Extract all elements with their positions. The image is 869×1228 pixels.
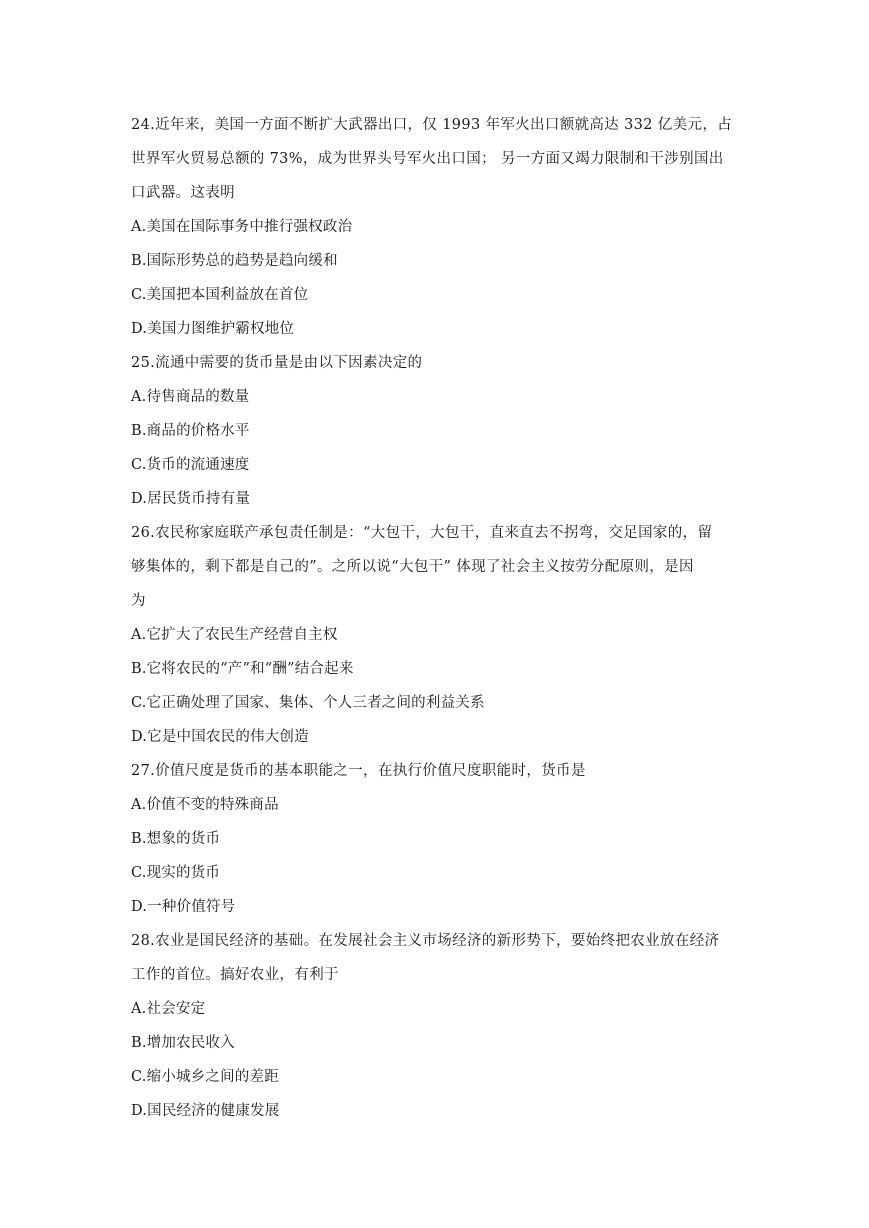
option-b: B.增加农民收入 — [131, 1035, 235, 1051]
question-list — [131, 108, 743, 1128]
option-a: A.社会安定 — [131, 1001, 206, 1017]
option-d: D.它是中国农民的伟大创造 — [131, 729, 309, 745]
question-stem — [131, 108, 743, 210]
question-26 — [131, 516, 743, 754]
option-b: B.想象的货币 — [131, 831, 221, 847]
option-b: B.商品的价格水平 — [131, 423, 250, 439]
stem-line: 24.近年来，美国一方面不断扩大武器出口，仅 1993 年军火出口额就高达 332 亿美元，占 — [131, 117, 733, 133]
stem-line: 26.农民称家庭联产承包责任制是：“大包干，大包干，直来直去不拐弯，交足国家的，留 — [131, 525, 713, 541]
option-d: D.国民经济的健康发展 — [131, 1103, 280, 1119]
option-a: A.价值不变的特殊商品 — [131, 797, 279, 813]
stem-line: 28.农业是国民经济的基础。在发展社会主义市场经济的新形势下，要始终把农业放在经济 — [131, 933, 720, 949]
question-stem — [131, 754, 743, 788]
question-stem — [131, 516, 743, 618]
stem-line: 为 — [131, 593, 146, 609]
question-stem — [131, 924, 743, 992]
option-d: D.一种价值符号 — [131, 899, 236, 915]
option-d: D.居民货币持有量 — [131, 491, 251, 507]
stem-line: 够集体的，剩下都是自己的”。之所以说“大包干” 体现了社会主义按劳分配原则，是因 — [131, 559, 694, 575]
option-c: C.缩小城乡之间的差距 — [131, 1069, 279, 1085]
option-b: B.它将农民的“产”和“酬”结合起来 — [131, 661, 354, 677]
question-28 — [131, 924, 743, 1128]
question-stem — [131, 346, 743, 380]
stem-line: 27.价值尺度是货币的基本职能之一，在执行价值尺度职能时，货币是 — [131, 763, 586, 779]
question-24 — [131, 108, 743, 346]
option-c: C.它正确处理了国家、集体、个人三者之间的利益关系 — [131, 695, 485, 711]
question-27 — [131, 754, 743, 924]
option-c: C.美国把本国利益放在首位 — [131, 287, 309, 303]
option-b: B.国际形势总的趋势是趋向缓和 — [131, 253, 338, 269]
option-a: A.待售商品的数量 — [131, 389, 250, 405]
stem-line: 世界军火贸易总额的 73%，成为世界头号军火出口国； 另一方面又竭力限制和干涉别国出 — [131, 151, 724, 167]
stem-line: 口武器。这表明 — [131, 185, 235, 201]
option-c: C.货币的流通速度 — [131, 457, 250, 473]
stem-line: 工作的首位。搞好农业，有利于 — [131, 967, 339, 983]
option-a: A.美国在国际事务中推行强权政治 — [131, 219, 353, 235]
option-c: C.现实的货币 — [131, 865, 221, 881]
option-a: A.它扩大了农民生产经营自主权 — [131, 627, 338, 643]
stem-line: 25.流通中需要的货币量是由以下因素决定的 — [131, 355, 423, 371]
question-25 — [131, 346, 743, 516]
option-d: D.美国力图维护霸权地位 — [131, 321, 295, 337]
